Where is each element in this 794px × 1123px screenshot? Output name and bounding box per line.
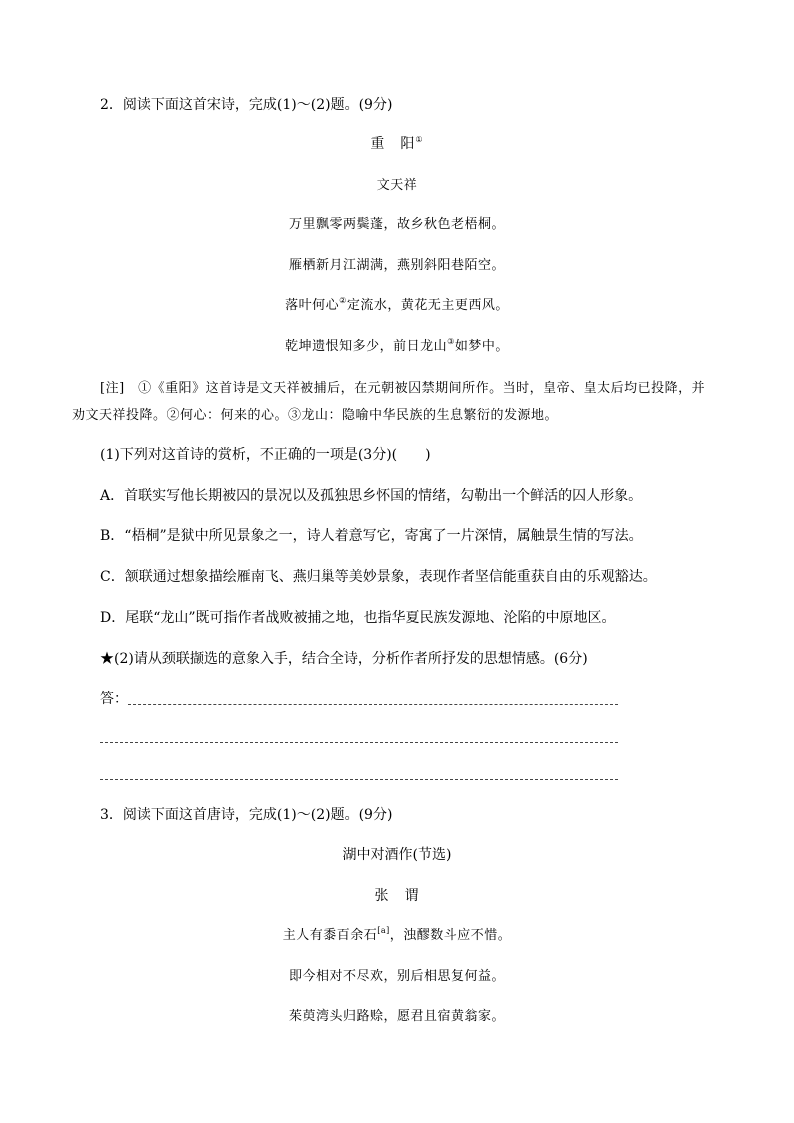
q2-poem-line-3 <box>0 297 794 315</box>
q2-poem-title-text: 重 阳 <box>370 136 416 152</box>
q3-header: 3．阅读下面这首唐诗，完成(1)～(2)题。(9分) <box>100 807 393 823</box>
q2-poem-line-2: 雁栖新月江湖满，燕别斜阳巷陌空。 <box>288 258 505 273</box>
answer-row-2[interactable] <box>100 728 618 746</box>
q2-line3-b: 定流水，黄花无主更西风。 <box>346 298 509 313</box>
q2-option-c: C．颔联通过想象描绘雁南飞、燕归巢等美妙景象，表现作者坚信能重获自由的乐观豁达。 <box>100 569 657 585</box>
q2-line3-a: 落叶何心 <box>285 298 340 313</box>
q3-poem-line-2: 即今相对不尽欢，别后相思复何益。 <box>288 969 505 984</box>
q2-note-line-1: [注] ①《重阳》这首诗是文天祥被捕后，在元朝被囚禁期间所作。当时，皇帝、皇太后均已投降，并 <box>100 381 706 396</box>
q2-option-a: A．首联实写他长期被囚的景况以及孤独思乡怀国的情绪，勾勒出一个鲜活的囚人形象。 <box>100 488 643 504</box>
answer-line-2[interactable] <box>100 742 618 743</box>
q3-line1-b: ，浊醪数斗应不惜。 <box>389 928 512 943</box>
q3-poem-line-3: 茱萸湾头归路赊，愿君且宿黄翁家。 <box>288 1009 505 1024</box>
q2-poem-title <box>0 135 794 153</box>
answer-line-1[interactable] <box>128 704 618 705</box>
q2-line3-note: ② <box>339 296 347 305</box>
q3-poem-title: 湖中对酒作(节选) <box>342 847 452 863</box>
q3-line1-note: [a] <box>377 926 390 935</box>
q3-line1-a: 主人有黍百余石 <box>282 928 378 943</box>
answer-row-1[interactable] <box>100 690 618 708</box>
q2-line4-note: ③ <box>447 337 455 346</box>
q2-poem-title-note: ① <box>415 135 424 144</box>
q2-note-line-2: 劝文天祥投降。②何心：何来的心。③龙山：隐喻中华民族的生息繁衍的发源地。 <box>72 408 559 423</box>
q2-poem-line-1: 万里飘零两鬓蓬，故乡秋色老梧桐。 <box>288 217 505 232</box>
q2-option-b: B．“梧桐”是狱中所见景象之一，诗人着意写它，寄寓了一片深情，属触景生情的写法。 <box>100 528 643 544</box>
answer-line-3[interactable] <box>100 779 618 780</box>
q2-line4-b: 如梦中。 <box>454 339 509 354</box>
q3-poem-line-1 <box>0 927 794 945</box>
q2-header: 2．阅读下面这首宋诗，完成(1)～(2)题。(9分) <box>100 97 393 113</box>
answer-row-3[interactable] <box>100 765 618 783</box>
q2-sub-question-1: (1)下列对这首诗的赏析，不正确的一项是(3分)( ) <box>100 447 431 463</box>
q2-poem-line-4 <box>0 338 794 356</box>
q2-poem-author: 文天祥 <box>376 178 418 193</box>
q2-sub-question-2: ★(2)请从颈联撷选的意象入手，结合全诗，分析作者所抒发的思想情感。(6分) <box>100 651 588 667</box>
q2-option-d: D．尾联“龙山”既可指作者战败被捕之地，也指华夏民族发源地、沦陷的中原地区。 <box>100 610 616 626</box>
answer-label: 答： <box>100 691 128 707</box>
q2-line4-a: 乾坤遗恨知多少，前日龙山 <box>285 339 448 354</box>
q3-poem-author: 张 谓 <box>374 888 420 904</box>
